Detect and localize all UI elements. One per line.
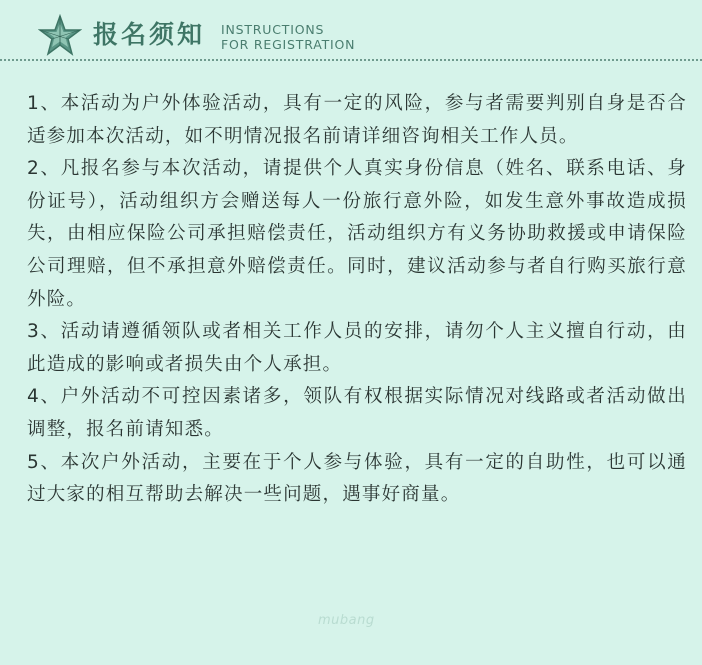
instruction-item-1: 1、本活动为户外体验活动，具有一定的风险，参与者需要判别自身是否合适参加本次活动，如不明情况报名前请详细咨询相关工作人员。 <box>27 93 687 147</box>
instruction-item-2: 2、凡报名参与本次活动，请提供个人真实身份信息（姓名、联系电话、身份证号），活动组织方会赠送每人一份旅行意外险，如发生意外事故造成损失，由相应保险公司承担赔偿责任，活动组织方有义务协助救援或申请保险公司理赔，但不承担意外赔偿责任。同时，建议活动参与者自行购买旅行意外险。 <box>27 158 687 310</box>
subtitle-line-1: INSTRUCTIONS <box>221 22 325 37</box>
page-title: 报名须知 <box>93 20 206 49</box>
star-icon <box>38 14 82 56</box>
instruction-item-4: 4、户外活动不可控因素诸多，领队有权根据实际情况对线路或者活动做出调整，报名前请知悉。 <box>27 386 687 440</box>
subtitle-line-2: FOR REGISTRATION <box>221 37 356 52</box>
watermark: mubang <box>318 613 375 628</box>
header <box>0 0 702 64</box>
instruction-item-3: 3、活动请遵循领队或者相关工作人员的安排，请勿个人主义擅自行动，由此造成的影响或者损失由个人承担。 <box>27 321 687 375</box>
instructions-body <box>27 88 687 512</box>
dotted-divider <box>0 59 702 61</box>
page-subtitle <box>221 22 355 52</box>
instruction-item-5: 5、本次户外活动，主要在于个人参与体验，具有一定的自助性，也可以通过大家的相互帮助去解决一些问题，遇事好商量。 <box>27 451 687 506</box>
